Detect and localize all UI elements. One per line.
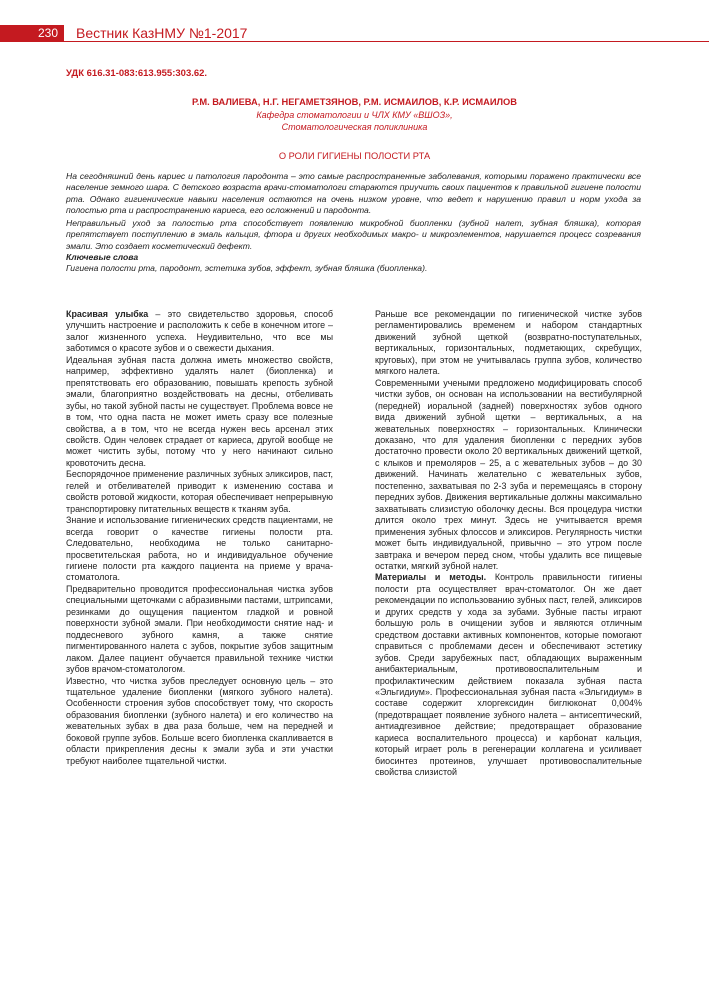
keywords-label: Ключевые слова — [66, 252, 139, 263]
body-paragraph: Современными учеными предложено модифицировать способ чистки зубов, он основан на использовании на вестибулярной (передней) иоральной (задней) поверхностях зубов одного вида движений зубной щетки – вертикальных, а на жевательных поверхностях – горизонтальных. Клинически доказано, что для удаления биопленки с передних зубов достаточно провести около 20 вертикальных движений щеткой, с клыков и премоляров – 25, а с жевательных зубов – до 30 движений. Начинать желательно с жевательных зубов, постепенно, захватывая по 2-3 зуба и перемещаясь в сторону передних зубов. Движения вертикальные должны максимально захватывать слизистую оболочку десны. Вся процедура чистки длится около трех минут. Здесь не учитывается время применения зубных флоссов и эликсиров. Регулярность чистки может быть индивидуальной, привычно – это утром после завтрака и вечером перед сном, чтобы удалить все пищевые остатки, мягкий зубной налет. — [375, 377, 642, 571]
body-paragraph: Раньше все рекомендации по гигиенической чистке зубов регламентировались временем и набором стандартных движений зубной щеткой (возвратно-поступательных, вертикальных, горизонтальных, подметающих, скребущих, круговых), при этом не учитывалась группа зубов, количество мягкого налета. — [375, 309, 642, 377]
abstract-paragraph-1: На сегодняшний день кариес и патология пародонта – это самые распространенные заболевания, которыми поражено практически все население земного шара. С детского возраста врачи-стоматологи стараются приучить своих пациентов к правильной гигиене полости рта. Однако гигиенические навыки населения остаются на очень низком уровне, что ведет к нарушению правил и норм ухода за полостью рта и распространению кариеса, его осложнений и пародонта. — [66, 171, 641, 215]
abstract — [66, 171, 641, 275]
page-number: 230 — [38, 26, 59, 40]
affiliation-line-2: Стоматологическая поликлиника — [281, 122, 428, 132]
body-paragraph: Идеальная зубная паста должна иметь множество свойств, например, эффективно удалять налет (биопленка) и препятствовать его образованию, повышать крепость зубной эмали, благоприятно воздействовать на десны, отбеливать зубы, но такой зубной пасты не существует. Проблема вовсе не в том, что одна паста не может иметь сразу все полезные свойства, а в том, что не всегда нужен весь арсенал этих свойств. Один человек страдает от кариеса, другой вообще не может чистить зубы, потому что у него начинают сильно кровоточить десна. — [66, 354, 333, 468]
udk-code: УДК 616.31-083:613.955:303.62. — [66, 68, 208, 79]
body-paragraph — [375, 572, 642, 778]
left-column — [66, 309, 333, 767]
keywords: Гигиена полости рта, пародонт, эстетика зубов, эффект, зубная бляшка (биопленка). — [66, 263, 428, 274]
body-paragraph: Беспорядочное применение различных зубных эликсиров, паст, гелей и отбеливателей приводит к изменению состава и свойств ротовой жидкости, которая обеспечивает непрерывную транспортировку питательных веществ к тканям зуба. — [66, 469, 333, 514]
section-heading: Материалы и методы. — [375, 572, 487, 583]
affiliation-line-1: Кафедра стоматологии и ЧЛХ КМУ «ВШОЗ», — [256, 110, 453, 120]
header-rule — [64, 41, 709, 42]
abstract-paragraph-2: Неправильный уход за полостью рта способствует появлению микробной биопленки (зубной налет, зубная бляшка), которая препятствует поступлению в эмаль кальция, фтора и других необходимых макро- и микроэлементов, нарушается процесс созревания эмали. Это создает косметический дефект. — [66, 218, 641, 251]
journal-title: Вестник КазНМУ №1-2017 — [76, 25, 248, 41]
paragraph-text: Контроль правильности гигиены полости рта осуществляет врач-стоматолог. Он же дает рекомендации по использованию зубных паст, гелей, эликсиров и других средств у хода за зубами. Зубные пасты играют большую роль в очищении зубов и являются отличным средством доставки активных компонентов, которые помогают справиться с проблемами десен и обеспечивают эстетику зубов. Среди зарубежных паст, обладающих выраженным анибактериальным, противовоспалительным и профилактическим действием показала зубная паста «Эльгидиум». Профессиональная зубная паста «Эльгидиум» в составе содержит хлоргексидин биглюконат 0,004% (предотвращает появление зубного налета – антисептический, антиадгезивное действие; предотвращает образование кариеса воспалительного процесса) и карбонат кальция, который играет роль в регенерации коллагена и усиливает биосинтез протеинов, улучшает противовоспалительные свойства слизистой — [375, 572, 643, 778]
body-paragraph: Знание и использование гигиенических средств пациентами, не всегда говорит о качестве гигиены полости рта. Следовательно, необходима не только санитарно-просветительская работа, но и индивидуальное обучение гигиене полости рта каждого пациента на приеме у врача-стоматолога. — [66, 515, 333, 583]
authors: Р.М. ВАЛИЕВА, Н.Г. НЕГАМЕТЗЯНОВ, Р.М. ИСМАИЛОВ, К.Р. ИСМАИЛОВ — [192, 97, 517, 107]
body-paragraph: Известно, что чистка зубов преследует основную цель – это тщательное удаление биопленки (мягкого зубного налета). Особенности строения зубов способствует тому, что скорость образования биопленки (зубного налета) и его количество на жевательных зубах в два раза больше, чем на передней и боковой группе зубов. Больше всего биопленка скапливается в области прикрепления десны к эмали зуба и эти участки требуют наиболее тщательной чистки. — [66, 675, 333, 766]
paragraph-text: – это свидетельство здоровья, способ улучшить настроение и расположить к себе в конечном итоге – залог жизненного успеха. Неудивительно, что все мы заботимся о красоте зубов и о свежести дыхания. — [66, 309, 333, 354]
right-column — [375, 309, 642, 779]
lead-phrase: Красивая улыбка — [66, 309, 149, 319]
body-paragraph — [66, 309, 333, 355]
body-paragraph: Предварительно проводится профессиональная чистка зубов специальными щеточками с абразивными пастами, штрипсами, резинками до ощущения пациентом гладкой и ровной поверхности зубной эмали. При необходимости снятие над- и поддесневого зубного камня, а также снятие пигментированного налета с зубов, покрытие зубов защитным лаком. Далее пациент обучается правильной технике чистки зубов врачом-стоматологом. — [66, 583, 333, 675]
article-title: О РОЛИ ГИГИЕНЫ ПОЛОСТИ РТА — [278, 151, 431, 161]
